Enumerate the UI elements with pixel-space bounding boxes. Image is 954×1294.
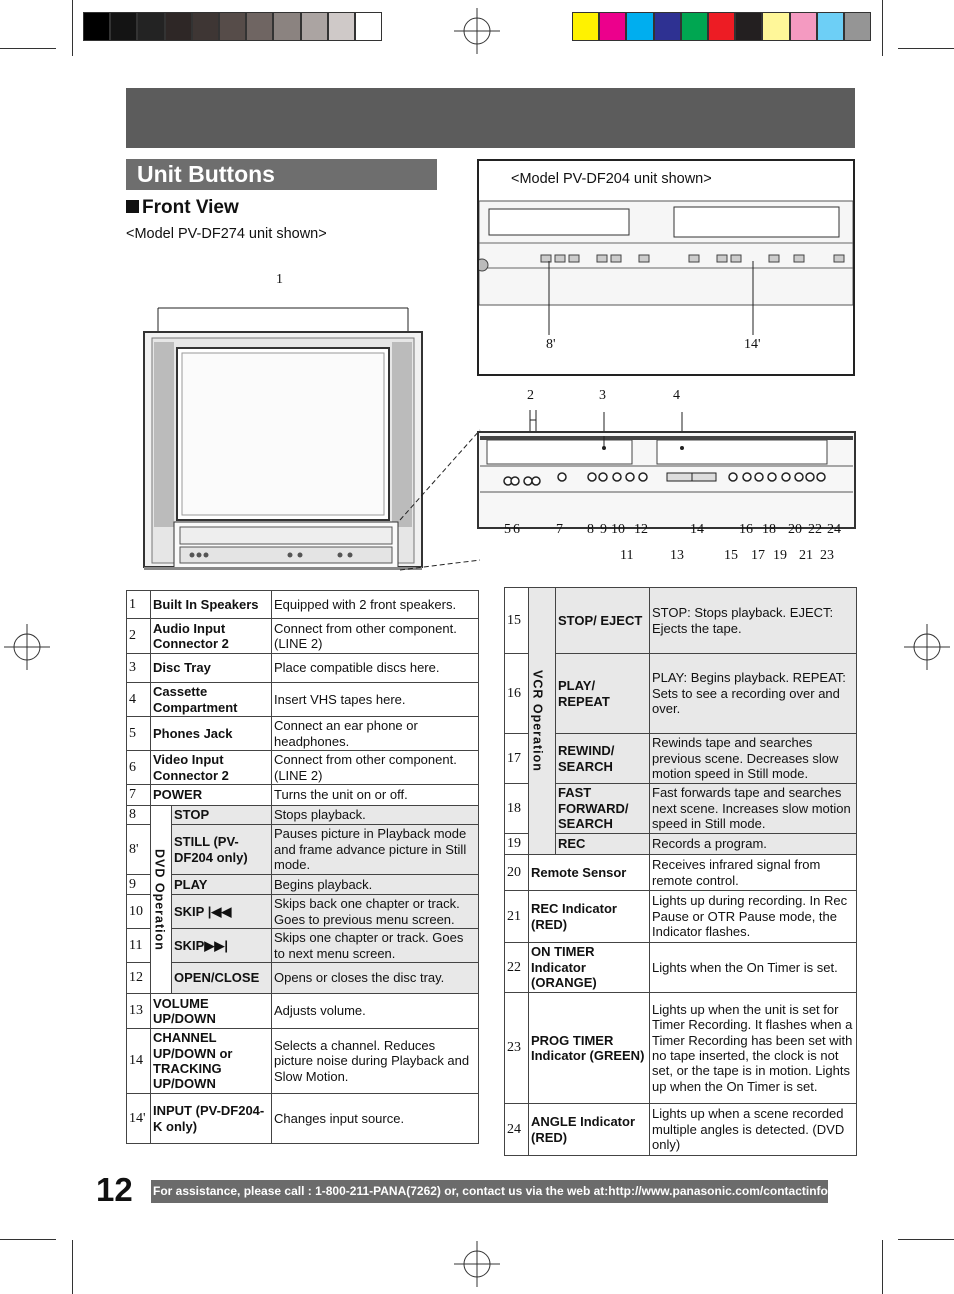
table-row: 21 REC Indicator (RED) Lights up during recording. In Rec Pause or OTR Pause mode, the Indicator flashes. [505,891,857,943]
registration-target-icon [4,624,50,670]
page-number: 12 [96,1171,133,1208]
callout-number: 8' [546,337,556,352]
callout-number: 10 [611,522,625,537]
gray-swatch [83,12,110,41]
callout-number: 20 [788,522,802,537]
callout-number: 24 [827,522,841,537]
gray-swatch [219,12,246,41]
callout-number: 11 [620,548,634,563]
table-row: 12 OPEN/CLOSE Opens or closes the disc tray. [127,963,479,994]
color-swatch [681,12,708,41]
gray-swatch [246,12,273,41]
table-row: 14' INPUT (PV-DF204-K only) Changes input source. [127,1094,479,1144]
table-row: 18 FAST FORWARD/ SEARCH Fast forwards tape and searches next scene. Increases slow motion speed in Still mode. [505,784,857,834]
table-row: 20 Remote Sensor Receives infrared signal from remote control. [505,855,857,891]
right-button-table [504,587,857,1156]
vcr-operation-label: VCR Operation [530,670,545,772]
crop-mark [898,48,954,49]
callout-number: 12 [634,522,648,537]
table-row: 11 SKIP▶▶| Skips one chapter or track. Goes to next menu screen. [127,929,479,963]
callout-number: 14 [690,522,704,537]
model-caption-inset: <Model PV-DF204 unit shown> [511,171,712,187]
callout-number: 3 [599,388,606,403]
table-row: 4 Cassette Compartment Insert VHS tapes here. [127,683,479,717]
color-swatch [790,12,817,41]
color-swatch [735,12,762,41]
table-row: 1 Built In Speakers Equipped with 2 front speakers. [127,591,479,619]
color-swatch [817,12,844,41]
dvd-operation-label: DVD Operation [152,848,167,951]
table-row: 14 CHANNEL UP/DOWN or TRACKING UP/DOWN Selects a channel. Reduces picture noise during Playback and Slow Motion. [127,1029,479,1094]
color-swatch [572,12,599,41]
gray-swatch [192,12,219,41]
registration-target-icon [454,8,500,54]
table-row: 5 Phones Jack Connect an ear phone or headphones. [127,717,479,751]
color-swatch [599,12,626,41]
table-row: 9 PLAY Begins playback. [127,875,479,895]
footer-assistance: For assistance, please call : 1-800-211-PANA(7262) or, contact us via the web at:http://www.panasonic.com/contactinfo [151,1180,828,1203]
crop-mark [898,1239,954,1240]
callout-number: 17 [751,548,765,563]
callout-number: 14' [744,337,761,352]
gray-swatch [137,12,164,41]
table-row: 3 Disc Tray Place compatible discs here. [127,654,479,683]
table-row: 17 REWIND/ SEARCH Rewinds tape and searches previous scene. Decreases slow motion speed in Still mode. [505,734,857,784]
table-row: 8' STILL (PV-DF204 only) Pauses picture in Playback mode and frame advance picture in Still mode. [127,825,479,875]
table-row: 16 PLAY/ REPEAT PLAY: Begins playback. REPEAT: Sets to see a recording over and over. [505,654,857,734]
left-button-table [126,590,479,1144]
callout-number: 15 [724,548,738,563]
callout-number: 22 [808,522,822,537]
table-row: 6 Video Input Connector 2 Connect from other component. (LINE 2) [127,751,479,785]
callout-number: 8 [587,522,594,537]
table-row: 23 PROG TIMER Indicator (GREEN) Lights up when the unit is set for Timer Recording. It flashes when a Timer Recording has been set with no tape inserted, the clock is not set, or the tape is in motion. Lights up when the On Timer is set. [505,993,857,1104]
model-caption-front: <Model PV-DF274 unit shown> [126,226,327,242]
color-swatch [762,12,789,41]
color-swatch [844,12,871,41]
table-row: 24 ANGLE Indicator (RED) Lights up when a scene recorded multiple angles is detected. (DVD only) [505,1104,857,1156]
crop-mark [0,1239,56,1240]
gray-swatch [301,12,328,41]
table-row: 7 POWER Turns the unit on or off. [127,785,479,806]
crop-mark [882,1240,883,1294]
gray-swatch [165,12,192,41]
callout-number: 7 [556,522,563,537]
table-row: 8 DVD Operation STOP Stops playback. [127,806,479,825]
callout-number: 4 [673,388,680,403]
section-title: Unit Buttons [126,159,437,190]
square-bullet-icon [126,200,139,213]
model-inset-box [477,159,855,376]
callout-number: 19 [773,548,787,563]
crop-mark [72,0,73,56]
registration-target-icon [904,624,950,670]
callout-number: 21 [799,548,813,563]
vcr-dvd-panel-illustration [479,195,853,345]
table-row: 15 VCR Operation STOP/ EJECT STOP: Stops playback. EJECT: Ejects the tape. [505,588,857,654]
callout-number: 18 [762,522,776,537]
gray-swatch [110,12,137,41]
gray-swatch [273,12,300,41]
callout-number: 9 [600,522,607,537]
zoom-lines [380,420,490,580]
callout-number: 6 [513,522,520,537]
control-panel-illustration [477,400,857,530]
gray-swatch [328,12,355,41]
color-swatch [626,12,653,41]
registration-target-icon [454,1241,500,1287]
crop-mark [882,0,883,56]
callout-number: 5 [504,522,511,537]
table-row: 19 REC Records a program. [505,834,857,855]
gray-swatch [355,12,382,41]
table-row: 13 VOLUME UP/DOWN Adjusts volume. [127,994,479,1029]
crop-mark [0,48,56,49]
front-view-label: Front View [142,197,239,218]
table-row: 22 ON TIMER Indicator (ORANGE) Lights when the On Timer is set. [505,943,857,993]
crop-mark [72,1240,73,1294]
color-swatch [654,12,681,41]
callout-number: 23 [820,548,834,563]
callout-number: 2 [527,388,534,403]
callout-number: 1 [276,272,283,287]
header-bar [126,88,855,148]
callout-number: 16 [739,522,753,537]
color-swatch [708,12,735,41]
table-row: 10 SKIP |◀◀ Skips back one chapter or track. Goes to previous menu screen. [127,895,479,929]
front-view-heading [126,197,239,219]
table-row: 2 Audio Input Connector 2 Connect from other component. (LINE 2) [127,619,479,654]
callout-number: 13 [670,548,684,563]
